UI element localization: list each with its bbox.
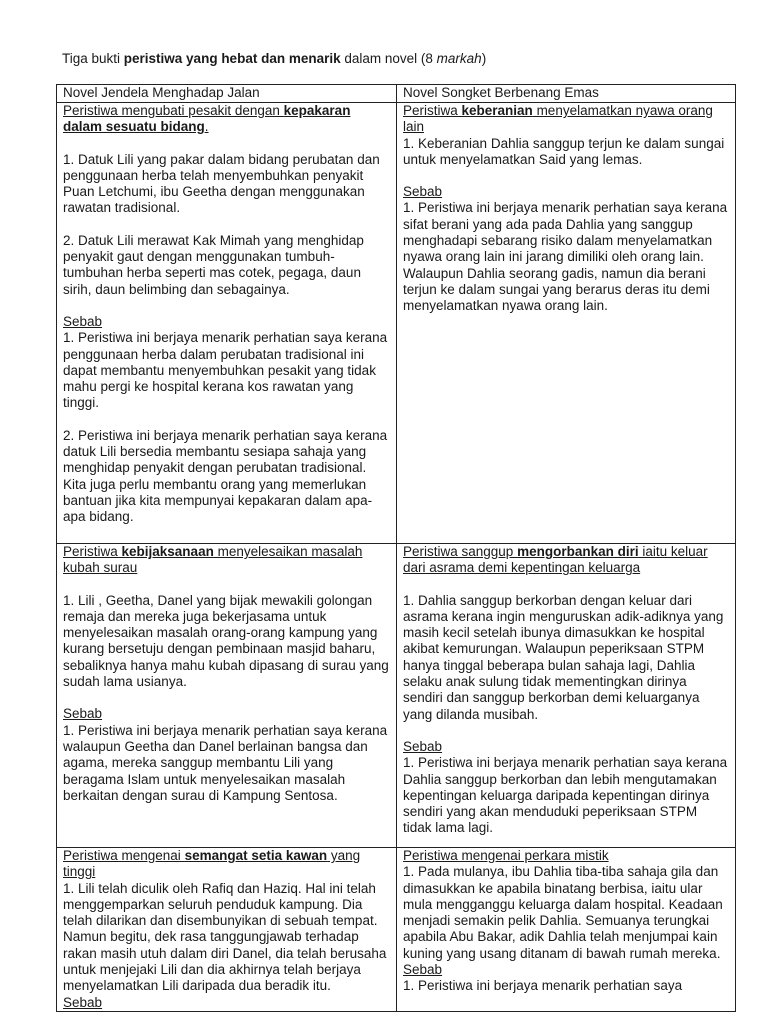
sebab-label: Sebab [403, 962, 443, 978]
reason-point: 2. Peristiwa ini berjaya menarik perhatian saya kerana datuk Lili bersedia membantu sesiapa sahaja yang menghidap penyakit dengan perubatan tradisional. Kita juga perlu membantu orang yang memerlukan bantuan jika kita mempunyai kepakaran dalam apa-apa bidang. [63, 427, 388, 525]
sebab-label: Sebab [63, 706, 103, 722]
title-bold: peristiwa yang hebat dan menarik [123, 51, 341, 66]
event-heading: Peristiwa sanggup mengorbankan diri iaitu keluar dari asrama demi kepentingan keluarga [403, 544, 708, 576]
comparison-table [56, 84, 736, 1012]
table-cell-left [57, 103, 397, 544]
reason-point: 1. Peristiwa ini berjaya menarik perhatian saya kerana Dahlia sanggup berkorban dan lebih mengutamakan kepentingan keluarga daripada kepentingan dirinya sendiri yang akan menduduki peperiksaan STPM tidak lama lagi. [403, 755, 728, 836]
event-heading: Peristiwa mengenai semangat setia kawan yang tinggi [63, 848, 361, 880]
title-prefix: Tiga bukti [62, 51, 124, 66]
title-italic: markah [436, 51, 482, 66]
table-row [57, 103, 736, 544]
event-heading: Peristiwa mengubati pesakit dengan kepakaran dalam sesuatu bidang. [63, 103, 351, 135]
event-point: 1. Keberanian Dahlia sanggup terjun ke dalam sungai untuk menyelamatkan Said yang lemas. [403, 135, 725, 167]
table-row [57, 544, 736, 848]
table-cell-right [397, 103, 736, 544]
reason-point: 1. Peristiwa ini berjaya menarik perhatian saya kerana penggunaan herba dalam perubatan tradisional ini dapat membantu menyembuhkan pesakit yang tidak mahu pergi ke hospital kerana kos rawatan yang tinggi. [63, 330, 388, 411]
reason-point: 1. Peristiwa ini berjaya menarik perhatian saya kerana sifat berani yang ada pada Dahlia yang sanggup menghadapi sebarang risiko dalam menyelamatkan nyawa orang lain ini jarang dimiliki oleh orang lain. Walaupun Dahlia seorang gadis, namun dia berani terjun ke dalam sungai yang berarus deras itu demi menyelamatkan nyawa orang lain. [403, 200, 728, 314]
sebab-label: Sebab [63, 994, 103, 1010]
title-suffix: ) [481, 51, 487, 66]
table-cell-right [397, 544, 736, 848]
table-cell-left [57, 544, 397, 848]
event-point: 1. Datuk Lili yang pakar dalam bidang perubatan dan penggunaan herba telah menyembuhkan penyakit Puan Letchumi, ibu Geetha dengan menggunakan rawatan tradisional. [63, 151, 380, 216]
event-point: 1. Lili , Geetha, Danel yang bijak mewakili golongan remaja dan mereka juga bekerjasama untuk menyelesaikan masalah orang-orang kampung yang kurang bersetuju dengan pembinaan masjid baharu, sebaliknya hanya mahu kubah dipasang di surau yang sudah lama usianya. [63, 592, 389, 690]
reason-point: 1. Peristiwa ini berjaya menarik perhatian saya [403, 978, 683, 994]
event-point: 1. Pada mulanya, ibu Dahlia tiba-tiba sahaja gila dan dimasukkan ke apabila binatang berbisa, iaitu ular mula mengganggu keluarga dalam hospital. Keadaan menjadi semakin pelik Dahlia. Semuanya terungkai apabila Abu Bakar, adik Dahlia telah menjumpai kain kuning yang usang ditanam di bawah rumah mereka. [403, 864, 723, 961]
column-header-left: Novel Jendela Menghadap Jalan [57, 85, 397, 103]
sebab-label: Sebab [63, 313, 103, 329]
table-header-row [57, 85, 736, 103]
sebab-label: Sebab [403, 738, 443, 754]
event-point: 1. Dahlia sanggup berkorban dengan keluar dari asrama kerana ingin menguruskan adik-adiknya yang masih kecil setelah ibunya dimasukkan ke hospital akibat kemurungan. Walaupun peperiksaan STPM hanya tinggal beberapa bulan sahaja lagi, Dahlia selaku anak sulung tidak mementingkan dirinya sendiri dan sanggup berkorban demi keluarganya yang dilanda musibah. [403, 592, 724, 722]
sebab-label: Sebab [403, 184, 443, 200]
event-heading: Peristiwa mengenai perkara mistik [403, 848, 609, 863]
table-cell-left [57, 848, 397, 1012]
reason-point: 1. Peristiwa ini berjaya menarik perhatian saya kerana walaupun Geetha dan Danel berlainan bangsa dan agama, mereka sanggup membantu Lili yang beragama Islam untuk menyelesaikan masalah berkaitan dengan surau di Kampung Sentosa. [63, 722, 388, 803]
table-cell-right [397, 848, 736, 1012]
column-header-right: Novel Songket Berbenang Emas [397, 85, 736, 103]
table-row [57, 848, 736, 1012]
question-title [62, 50, 486, 68]
event-heading: Peristiwa kebijaksanaan menyelesaikan masalah kubah surau [63, 544, 363, 576]
event-heading: Peristiwa keberanian menyelamatkan nyawa orang lain [403, 103, 713, 135]
event-point: 1. Lili telah diculik oleh Rafiq dan Haziq. Hal ini telah menggemparkan seluruh penduduk kampung. Dia telah dilarikan dan disembunyikan di sebuah tempat. Namun begitu, dek rasa tanggungjawab terhadap rakan masih utuh dalam diri Danel, dia telah berusaha untuk menjejaki Lili dan dia akhirnya telah berjaya menyelamatkan Lili daripada dua beradik itu. [63, 880, 387, 994]
title-middle: dalam novel (8 [340, 51, 437, 66]
event-point: 2. Datuk Lili merawat Kak Mimah yang menghidap penyakit gaut dengan menggunakan tumbuh-tumbuhan herba seperti mas cotek, pegaga, daun sirih, daun belimbing dan sebagainya. [63, 232, 364, 297]
